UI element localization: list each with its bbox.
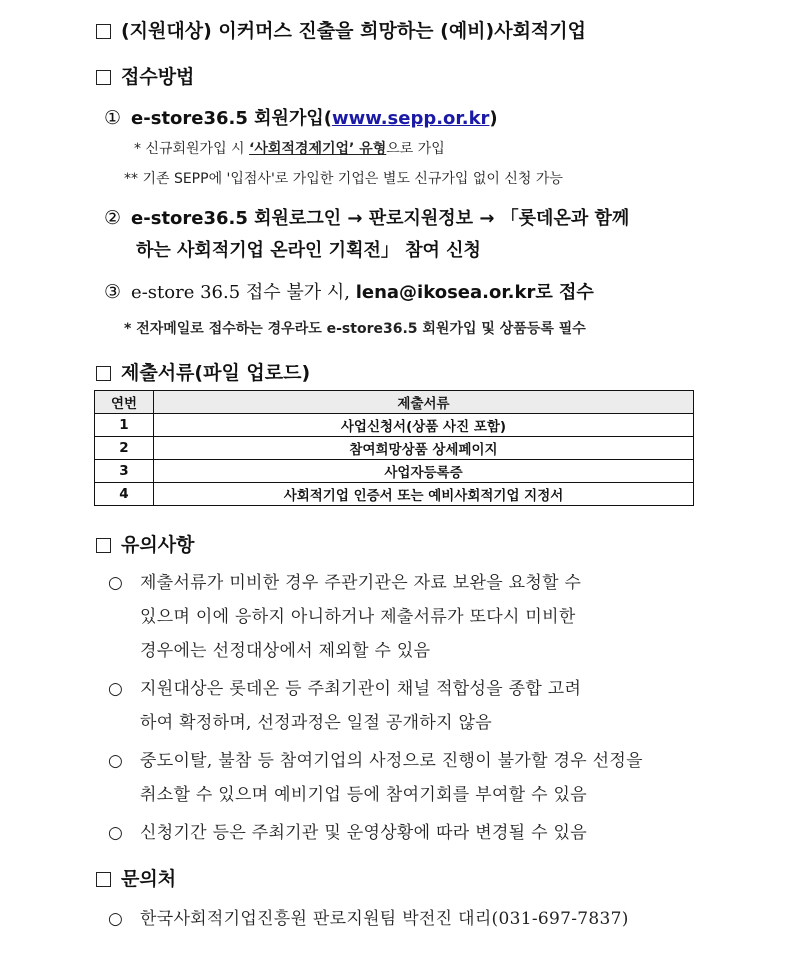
step-number: ① bbox=[104, 107, 122, 129]
note-1-bold: ‘사회적경제기업’ 유형 bbox=[249, 141, 387, 157]
docs-table bbox=[94, 390, 694, 506]
note-item-2-text bbox=[140, 672, 700, 740]
step-1-text: e-store36.5 회원가입( bbox=[131, 108, 332, 129]
section-contact-text: 문의처 bbox=[121, 868, 177, 890]
row-number: 3 bbox=[95, 460, 154, 483]
row-document: 사업자등록증 bbox=[154, 460, 694, 483]
note-item-1-text bbox=[140, 566, 700, 668]
section-target-text: (지원대상) 이커머스 진출을 희망하는 (예비)사회적기업 bbox=[121, 20, 586, 42]
table-row bbox=[95, 460, 694, 483]
checkbox-square-icon bbox=[96, 70, 111, 85]
apply-step-2 bbox=[104, 204, 629, 230]
note-line: 중도이탈, 불참 등 참여기업의 사정으로 진행이 불가할 경우 선정을 bbox=[140, 751, 643, 771]
step-3-pre: e-store 36.5 접수 불가 시, bbox=[131, 282, 356, 303]
row-number: 4 bbox=[95, 483, 154, 506]
section-docs-heading bbox=[96, 358, 310, 385]
note-item-3-text bbox=[140, 744, 700, 812]
checkbox-square-icon bbox=[96, 24, 111, 39]
row-document: 사회적기업 인증서 또는 예비사회적기업 지정서 bbox=[154, 483, 694, 506]
step-1-paren: ) bbox=[489, 108, 498, 129]
checkbox-square-icon bbox=[96, 538, 111, 553]
contact-text: 한국사회적기업진흥원 판로지원팀 박전진 대리(031-697-7837) bbox=[140, 909, 629, 929]
email-address: lena@ikosea.or.kr로 접수 bbox=[355, 282, 594, 303]
step-number: ② bbox=[104, 207, 122, 229]
table-row bbox=[95, 414, 694, 437]
checkbox-square-icon bbox=[96, 872, 111, 887]
sepp-website-link[interactable]: www.sepp.or.kr bbox=[331, 108, 490, 129]
note-item-4-text bbox=[140, 816, 700, 850]
note-line: 취소할 수 있으며 예비기업 등에 참여기회를 부여할 수 있음 bbox=[140, 785, 587, 805]
header-documents: 제출서류 bbox=[154, 391, 694, 414]
note-1-pre: * 신규회원가입 시 bbox=[134, 141, 250, 157]
note-line: 하여 확정하며, 선정과정은 일절 공개하지 않음 bbox=[140, 713, 492, 733]
row-number: 1 bbox=[95, 414, 154, 437]
section-apply-text: 접수방법 bbox=[121, 66, 195, 88]
note-line: 경우에는 선정대상에서 제외할 수 있음 bbox=[140, 641, 431, 661]
section-target-heading bbox=[96, 16, 586, 43]
table-row bbox=[95, 483, 694, 506]
apply-step-3 bbox=[104, 278, 594, 304]
apply-step-1-note-2: ** 기존 SEPP에 '입점사'로 가입한 기업은 별도 신규가입 없이 신청 가능 bbox=[124, 171, 563, 187]
header-number: 연번 bbox=[95, 391, 154, 414]
note-line: 지원대상은 롯데온 등 주최기관이 채널 적합성을 종합 고려 bbox=[140, 679, 582, 699]
apply-step-3-note: * 전자메일로 접수하는 경우라도 e-store36.5 회원가입 및 상품등록 필수 bbox=[124, 321, 586, 337]
step-number: ③ bbox=[104, 281, 122, 303]
table-header-row bbox=[95, 391, 694, 414]
bullet-circle-icon: ○ bbox=[108, 751, 123, 771]
note-line: 제출서류가 미비한 경우 주관기관은 자료 보완을 요청할 수 bbox=[140, 573, 582, 593]
bullet-circle-icon: ○ bbox=[108, 909, 123, 929]
step-2-line-2-text: 하는 사회적기업 온라인 기획전」 참여 신청 bbox=[136, 240, 481, 261]
apply-step-1 bbox=[104, 104, 498, 130]
note-1-post: 으로 가입 bbox=[386, 141, 445, 157]
row-number: 2 bbox=[95, 437, 154, 460]
section-contact-heading bbox=[96, 864, 176, 891]
bullet-circle-icon: ○ bbox=[108, 573, 123, 593]
row-document: 참여희망상품 상세페이지 bbox=[154, 437, 694, 460]
section-apply-heading bbox=[96, 62, 194, 89]
apply-step-1-note-1 bbox=[134, 138, 445, 158]
section-docs-text: 제출서류(파일 업로드) bbox=[121, 362, 311, 384]
apply-step-2-line-2 bbox=[136, 236, 481, 262]
row-document: 사업신청서(상품 사진 포함) bbox=[154, 414, 694, 437]
note-line: 신청기간 등은 주최기관 및 운영상황에 따라 변경될 수 있음 bbox=[140, 823, 587, 843]
note-line: 있으며 이에 응하지 아니하거나 제출서류가 또다시 미비한 bbox=[140, 607, 576, 627]
section-notes-heading bbox=[96, 530, 194, 557]
checkbox-square-icon bbox=[96, 366, 111, 381]
table-row bbox=[95, 437, 694, 460]
bullet-circle-icon: ○ bbox=[108, 823, 123, 843]
step-2-line-1: e-store36.5 회원로그인 → 판로지원정보 → 「롯데온과 함께 bbox=[131, 208, 630, 229]
section-notes-text: 유의사항 bbox=[121, 534, 195, 556]
bullet-circle-icon: ○ bbox=[108, 679, 123, 699]
